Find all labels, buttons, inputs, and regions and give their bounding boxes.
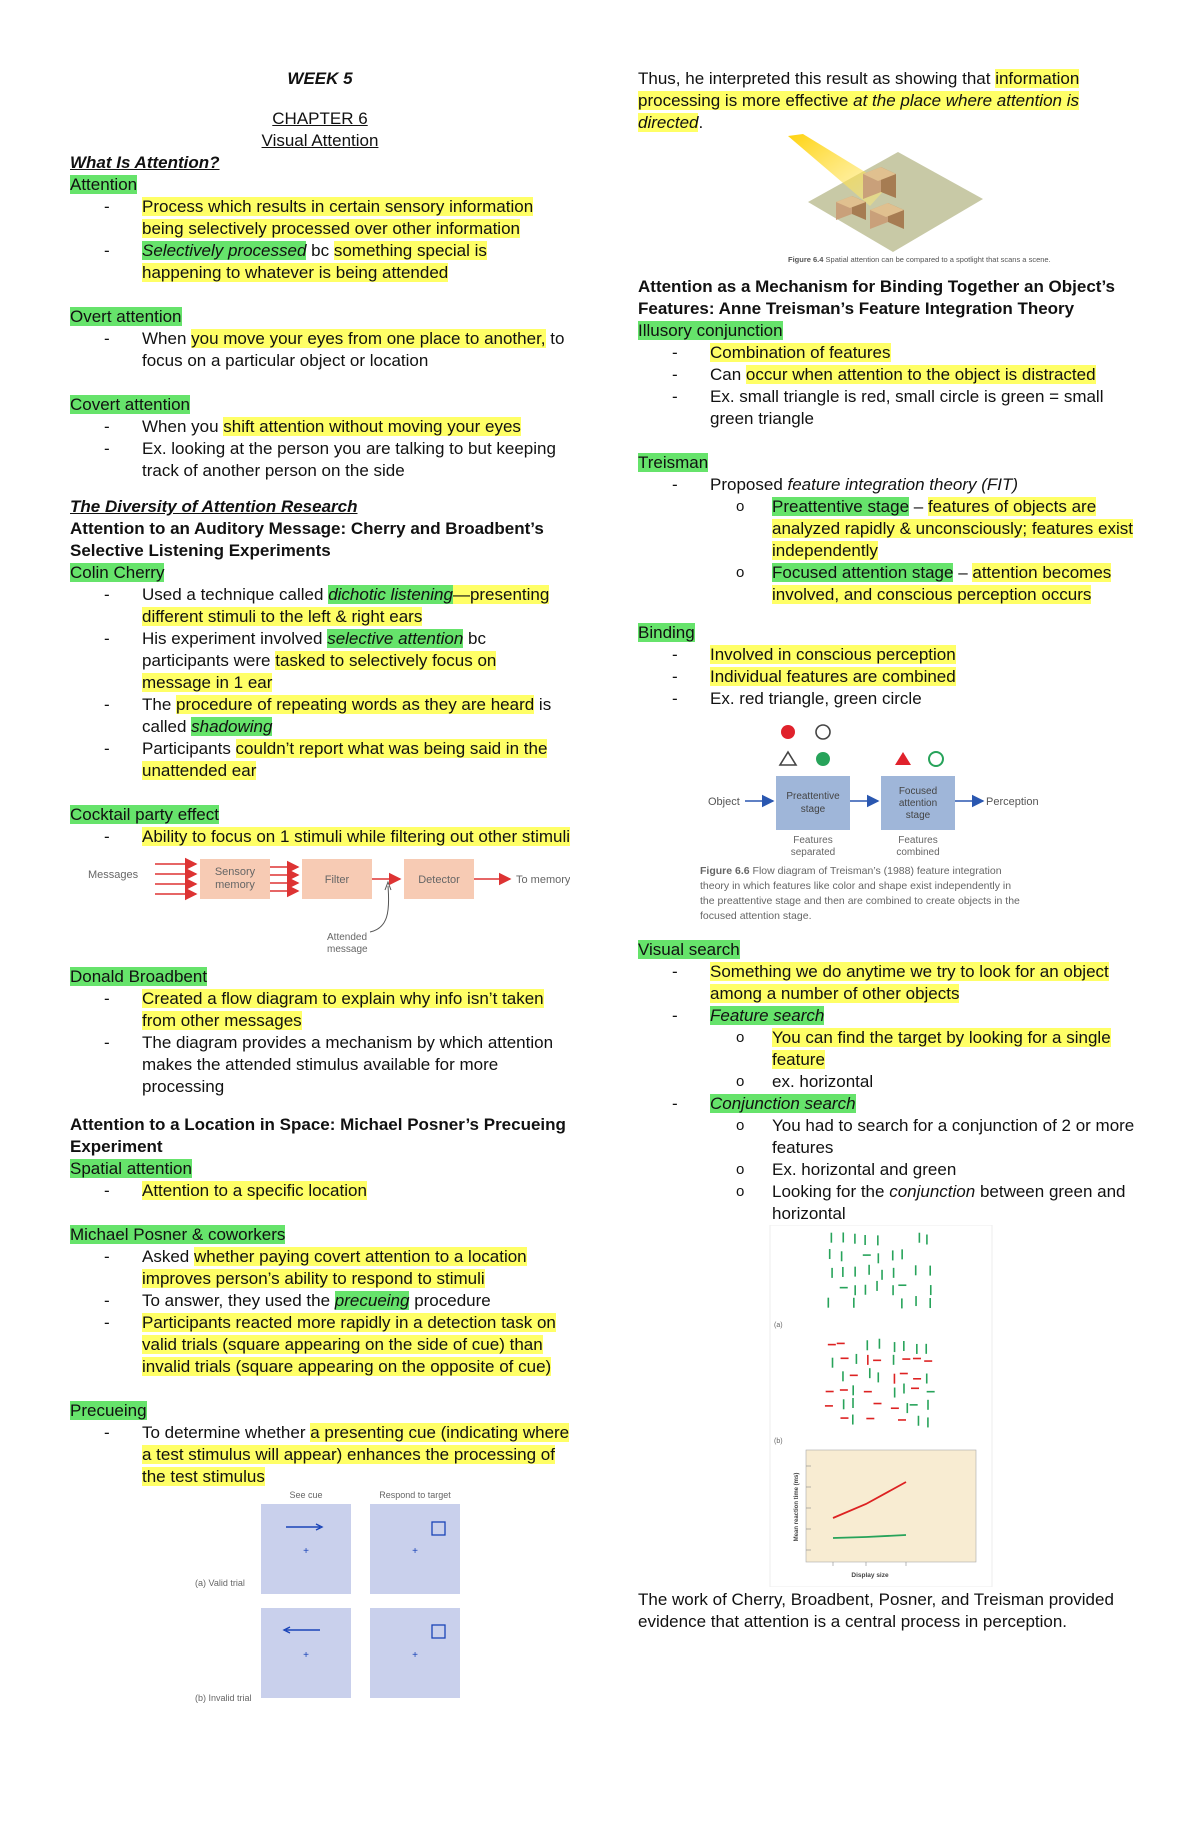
term-illusory-conjunction: Illusory conjunction (638, 321, 783, 340)
outline-circle-icon (816, 725, 830, 739)
x-axis-label: Display size (851, 1572, 889, 1579)
list-item: - To answer, they used the precueing procedure (70, 1290, 570, 1312)
cherry-list (70, 584, 570, 782)
term-overt-attention: Overt attention (70, 307, 182, 326)
label-messages: Messages (88, 869, 139, 881)
svg-text:+: + (303, 1650, 309, 1661)
svg-text:Features: Features (793, 835, 833, 846)
spotlight-figure (638, 134, 1148, 276)
conjunction-search-sublist (700, 1115, 1148, 1225)
list-item: - The procedure of repeating words as they are heard is called shadowing (70, 694, 570, 738)
list-item: o Preattentive stage – features of objects are analyzed rapidly & unconsciously; features exist independently (700, 496, 1148, 562)
precueing-list (70, 1422, 570, 1488)
list-item: - Participants couldn’t report what was being said in the unattended ear (70, 738, 570, 782)
svg-text:Sensory: Sensory (214, 866, 256, 878)
list-item: - Ex. looking at the person you are talking to but keeping track of another person on the side (70, 438, 570, 482)
list-item: - Asked whether paying covert attention to a location improves person’s ability to respond to stimuli (70, 1246, 570, 1290)
red-blob-icon (781, 725, 795, 739)
chapter-title: Visual Attention (261, 131, 379, 150)
label-to-memory: To memory (516, 874, 570, 886)
chapter-heading: CHAPTER 6 (272, 109, 368, 128)
overt-list (70, 328, 570, 372)
label-attended-message: Attended (327, 932, 368, 943)
term-donald-broadbent: Donald Broadbent (70, 967, 208, 986)
svg-text:+: + (303, 1546, 309, 1557)
term-treisman: Treisman (638, 453, 709, 472)
y-axis-label: Mean reaction time (ms) (794, 1472, 800, 1542)
list-item: - Process which results in certain sensory information being selectively processed over other information (70, 196, 570, 240)
posner-list (70, 1246, 570, 1378)
list-item: o ex. horizontal (700, 1071, 1148, 1093)
label-panel-b: (b) (774, 1438, 783, 1445)
svg-text:Detector: Detector (418, 874, 460, 886)
term-precueing: Precueing (70, 1401, 147, 1420)
list-item: - His experiment involved selective attention bc participants were tasked to selectively focus on message in 1 ear (70, 628, 570, 694)
term-colin-cherry: Colin Cherry (70, 563, 165, 582)
spotlight-caption: Figure 6.4 Spatial attention can be compared to a spotlight that scans a scene. (788, 255, 1051, 264)
term-visual-search: Visual search (638, 940, 740, 959)
list-item: - Individual features are combined (638, 666, 1148, 688)
left-column (70, 68, 570, 1708)
list-item: - Something we do anytime we try to look for an object among a number of other objects (638, 961, 1148, 1005)
section-what-is-attention: What Is Attention? (70, 153, 220, 172)
spatial-list (70, 1180, 570, 1202)
label-valid-trial: (a) Valid trial (195, 1578, 245, 1588)
term-covert-attention: Covert attention (70, 395, 191, 414)
svg-text:+: + (412, 1546, 418, 1557)
treisman-stages (700, 496, 1148, 606)
list-item: - Used a technique called dichotic listening—presenting different stimuli to the left & right ears (70, 584, 570, 628)
week-heading: WEEK 5 (287, 69, 353, 88)
term-spatial-attention: Spatial attention (70, 1159, 192, 1178)
section-diversity: The Diversity of Attention Research (70, 497, 358, 516)
list-item: - Combination of features (638, 342, 1148, 364)
list-item: - Can occur when attention to the object is distracted (638, 364, 1148, 386)
list-item: o You had to search for a conjunction of 2 or more features (700, 1115, 1148, 1159)
list-item: o Focused attention stage – attention becomes involved, and conscious perception occurs (700, 562, 1148, 606)
term-cocktail-party: Cocktail party effect (70, 805, 219, 824)
svg-text:stage: stage (800, 804, 826, 815)
illusory-list (638, 342, 1148, 430)
list-item: - Involved in conscious perception (638, 644, 1148, 666)
list-item: - Feature search o You can find the target by looking for a single feature o ex. horizontal (638, 1005, 1148, 1093)
list-item: - Ability to focus on 1 stimuli while filtering out other stimuli (70, 826, 570, 848)
broadbent-list (70, 988, 570, 1098)
label-panel-a: (a) (774, 1322, 783, 1329)
term-michael-posner: Michael Posner & coworkers (70, 1225, 286, 1244)
label-respond-target: Respond to target (379, 1490, 451, 1500)
box-preattentive (776, 776, 850, 830)
broadbent-filter-diagram (70, 854, 570, 966)
list-item: - Participants reacted more rapidly in a detection task on valid trials (square appearing on the side of cue) than invalid trials (square appearing on the opposite of cue) (70, 1312, 570, 1378)
label-perception: Perception (986, 796, 1039, 808)
feature-search-sublist (700, 1027, 1148, 1093)
list-item: - When you move your eyes from one place to another, to focus on a particular object or location (70, 328, 570, 372)
precueing-diagram (70, 1488, 570, 1708)
svg-text:message: message (327, 944, 368, 955)
list-item: o Ex. horizontal and green (700, 1159, 1148, 1181)
svg-text:stage: stage (905, 810, 931, 821)
svg-text:memory: memory (215, 879, 255, 891)
reaction-time-plot (806, 1450, 976, 1562)
list-item: - Attention to a specific location (70, 1180, 570, 1202)
list-item: - Proposed feature integration theory (FIT) o Preattentive stage – features of objects are analyzed rapidly & unconsciously; features exist independently o Focused attention stage – attention becomes involved, and conscious perception occurs (638, 474, 1148, 606)
attention-list (70, 196, 570, 284)
svg-text:+: + (412, 1650, 418, 1661)
fit-flow-diagram (638, 714, 1148, 929)
visual-search-figure (638, 1225, 1148, 1587)
intro-paragraph: Thus, he interpreted this result as showing that information processing is more effective at the place where attention is directed. (638, 69, 1080, 132)
binding-list (638, 644, 1148, 710)
conclusion-paragraph: The work of Cherry, Broadbent, Posner, and Treisman provided evidence that attention is a central process in perception. (638, 1590, 1114, 1631)
list-item: - Ex. red triangle, green circle (638, 688, 1148, 710)
list-item: - Created a flow diagram to explain why info isn’t taken from other messages (70, 988, 570, 1032)
svg-text:Filter: Filter (324, 874, 350, 886)
right-column (638, 68, 1148, 1633)
list-item: - Selectively processed bc something special is happening to whatever is being attended (70, 240, 570, 284)
svg-text:attention: attention (898, 798, 938, 809)
subheading-location: Attention to a Location in Space: Michael Posner’s Precueing Experiment (70, 1115, 566, 1156)
red-triangle-icon (895, 752, 911, 765)
subheading-auditory: Attention to an Auditory Message: Cherry and Broadbent’s Selective Listening Experiments (70, 519, 544, 560)
list-item: - The diagram provides a mechanism by which attention makes the attended stimulus available for more processing (70, 1032, 570, 1098)
list-item: o Looking for the conjunction between green and horizontal (700, 1181, 1148, 1225)
svg-text:Preattentive: Preattentive (786, 791, 840, 802)
subheading-binding: Attention as a Mechanism for Binding Together an Object’s Features: Anne Treisman’s Feature Integration Theory (638, 277, 1115, 318)
label-see-cue: See cue (289, 1490, 323, 1500)
list-item: - When you shift attention without moving your eyes (70, 416, 570, 438)
treisman-list (638, 474, 1148, 606)
label-object: Object (708, 796, 740, 808)
fit-caption: Figure 6.6 Flow diagram of Treisman’s (1988) feature integration theory in which features like color and shape exist independently in the preattentive stage and then are combined to create objects in the focused attention stage. (700, 865, 1020, 922)
term-attention: Attention (70, 175, 138, 194)
list-item: - Ex. small triangle is red, small circle is green = small green triangle (638, 386, 1148, 430)
green-blob-icon (816, 752, 830, 766)
label-invalid-trial: (b) Invalid trial (195, 1693, 252, 1703)
green-circle-icon (929, 752, 943, 766)
visual-search-list (638, 961, 1148, 1225)
cocktail-list (70, 826, 570, 848)
svg-text:Focused: Focused (898, 786, 938, 797)
svg-text:Features: Features (898, 835, 938, 846)
svg-text:separated: separated (790, 847, 836, 858)
term-binding: Binding (638, 623, 695, 642)
list-item: - Conjunction search o You had to search for a conjunction of 2 or more features o Ex. horizontal and green o Looking for the conjunction between green and horizontal (638, 1093, 1148, 1225)
list-item: - To determine whether a presenting cue (indicating where a test stimulus will appear) enhances the processing of the test stimulus (70, 1422, 570, 1488)
outline-triangle-icon (780, 752, 796, 765)
covert-list (70, 416, 570, 482)
svg-text:combined: combined (896, 847, 940, 858)
list-item: o You can find the target by looking for a single feature (700, 1027, 1148, 1071)
